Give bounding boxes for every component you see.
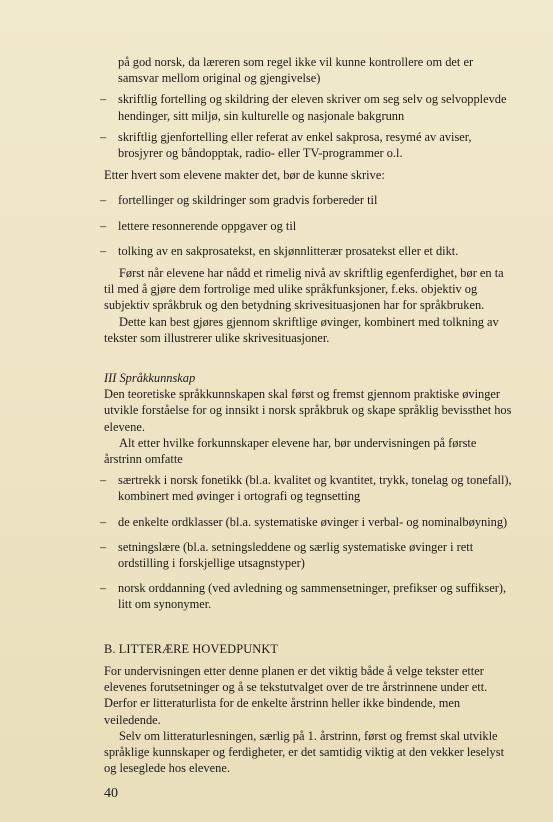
paragraph: Alt etter hvilke forkunnskaper elevene har, bør undervisningen på første årstrinn omfatte [104, 435, 477, 467]
paragraph: Den teoretiske språkkunnskapen skal først og fremst gjennom praktiske øvinger utvikle forståelse for og innsikt i norsk språkbruk og skape språklig bevissthet hos elevene. [104, 387, 512, 434]
list-item [100, 218, 514, 234]
list-item [100, 192, 514, 208]
section-heading: III Språkkunnskap [104, 371, 196, 386]
paragraph: Dette kan best gjøres gjennom skriftlige øvinger, kombinert med tolkning av tekster som illustrerer ulike skrivesituasjoner. [104, 314, 499, 345]
list-item-text: skriftlig gjenfortelling eller referat av enkel sakprosa, resymé av aviser, brosjyrer og båndopptak, radio- eller TV-programmer o.l. [118, 129, 472, 161]
list-item-text: setningslære (bl.a. setningsleddene og særlig systematiske øvinger i rett ordstilling i forskjellige utsagnstyper) [118, 539, 474, 571]
list-item-text: de enkelte ordklasser (bl.a. systematiske øvinger i verbal- og nominalbøyning) [118, 514, 508, 529]
list-item-text: lettere resonnerende oppgaver og til [118, 218, 297, 233]
list-item-text: tolking av en sakprosatekst, en skjønnlitterær prosatekst eller et dikt. [118, 243, 459, 258]
dash-marker: – [100, 473, 107, 488]
paragraph: Først når elevene har nådd et rimelig nivå av skriftlig egenferdighet, bør en ta til med å gjøre dem fortrolige med ulike språkfunksjoner, f.eks. objektiv og subjektiv språkbruk og den betydning skrivesituasjonen har for språkbruken. [104, 266, 504, 313]
section-heading: B. LITTERÆRE HOVEDPUNKT [104, 641, 279, 656]
paragraph: For undervisningen etter denne planen er det viktig både å velge tekster etter elevenes forutsetninger og å se tekstutvalget over de tre årstrinnene under ett. Derfor er litteraturlista for de enkelte årstrinn heller ikke bindende, men veiledende. [104, 663, 488, 727]
dash-marker: – [100, 92, 107, 107]
dash-marker: – [100, 193, 107, 208]
paragraph: Etter hvert som elevene makter det, bør de kunne skrive: [104, 168, 385, 183]
page-number: 40 [104, 786, 118, 801]
dash-marker: – [100, 581, 107, 596]
list-item [100, 129, 514, 161]
list-item [100, 539, 514, 571]
list-item [100, 514, 514, 530]
list-item [100, 580, 514, 612]
dash-marker: – [100, 129, 107, 144]
paragraph: Selv om litteraturlesningen, særlig på 1. årstrinn, først og fremst skal utvikle språklige kunnskaper og ferdigheter, er det samtidig viktig at den vekker leselyst og leseglede hos elevene. [104, 728, 505, 776]
list-item [100, 243, 514, 259]
dash-marker: – [100, 514, 107, 529]
list-item-text: norsk orddanning (ved avledning og sammensetninger, prefikser og suffikser), litt om synonymer. [118, 581, 507, 612]
dash-marker: – [100, 243, 107, 258]
list-item-text: særtrekk i norsk fonetikk (bl.a. kvalitet og kvantitet, trykk, tonelag og tonefall), kombinert med øvinger i ortografi og tegnsetting [118, 473, 512, 504]
continued-list-text: på god norsk, da læreren som regel ikke vil kunne kontrollere om det er samsvar mellom original og gjengivelse) [118, 55, 474, 86]
list-item [100, 472, 514, 504]
page-body [100, 54, 514, 776]
list-item [100, 91, 514, 123]
dash-marker: – [100, 539, 107, 554]
dash-marker: – [100, 218, 107, 233]
list-item-text: fortellinger og skildringer som gradvis forbereder til [118, 193, 378, 208]
list-item-text: skriftlig fortelling og skildring der eleven skriver om seg selv og selvopplevde hendinger, sitt miljø, sin kulturelle og nasjonale bakgrunn [118, 92, 507, 123]
